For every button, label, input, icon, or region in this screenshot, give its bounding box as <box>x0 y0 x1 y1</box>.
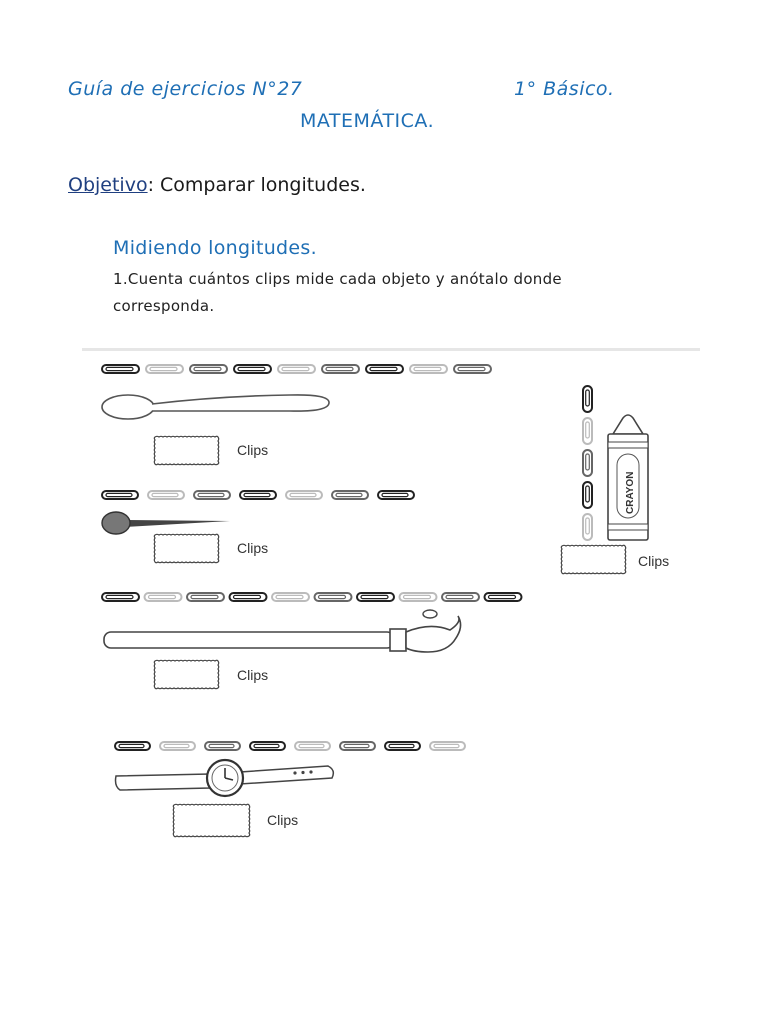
paintbrush-clip-5 <box>272 593 309 601</box>
crayon-clip-5 <box>583 514 592 540</box>
spoon-clip-7 <box>366 365 403 373</box>
crayon-clip-4 <box>583 482 592 508</box>
watch-clip-1 <box>115 742 150 750</box>
clips-label-pin: Clips <box>237 540 269 556</box>
clip-row-spoon <box>100 362 500 378</box>
section-title: Midiendo longitudes. <box>113 237 317 259</box>
watch-clip-6 <box>340 742 375 750</box>
worksheet-title: Guía de ejercicios N°27 <box>68 78 303 100</box>
answer-box-crayon[interactable] <box>561 545 627 575</box>
clip-row-paintbrush <box>100 590 540 606</box>
watch-clip-7 <box>385 742 420 750</box>
paintbrush-clip-2 <box>145 593 182 601</box>
paintbrush-clip-7 <box>357 593 394 601</box>
paintbrush-clip-8 <box>400 593 437 601</box>
crayon-clip-1 <box>583 386 592 412</box>
answer-box-paintbrush[interactable] <box>154 660 220 690</box>
watch-clip-8 <box>430 742 465 750</box>
paintbrush-clip-10 <box>485 593 522 601</box>
watch-clip-3 <box>205 742 240 750</box>
paintbrush-clip-9 <box>442 593 479 601</box>
grade-label: 1° Básico. <box>514 78 615 100</box>
spoon-clip-9 <box>454 365 491 373</box>
clips-label-paintbrush: Clips <box>237 667 269 683</box>
pin-clip-7 <box>378 491 414 499</box>
pin-clip-5 <box>286 491 322 499</box>
pin-clip-2 <box>148 491 184 499</box>
clips-label-watch: Clips <box>267 812 299 828</box>
paintbrush-clip-4 <box>230 593 267 601</box>
answer-box-spoon[interactable] <box>154 436 220 466</box>
pin-clip-3 <box>194 491 230 499</box>
paintbrush-clip-6 <box>315 593 352 601</box>
clip-row-watch <box>113 739 513 755</box>
crayon-text: CRAYON <box>625 471 636 514</box>
spoon-clip-8 <box>410 365 447 373</box>
watch-clip-2 <box>160 742 195 750</box>
paintbrush-clip-1 <box>102 593 139 601</box>
objective-text: : Comparar longitudes. <box>147 174 366 196</box>
spoon-clip-5 <box>278 365 315 373</box>
clips-label-spoon: Clips <box>237 442 269 458</box>
watch-clip-5 <box>295 742 330 750</box>
paintbrush-clip-3 <box>187 593 224 601</box>
pin-clip-4 <box>240 491 276 499</box>
spoon-clip-6 <box>322 365 359 373</box>
clips-label-crayon: Clips <box>638 553 670 569</box>
spoon-clip-1 <box>102 365 139 373</box>
subject-title: MATEMÁTICA. <box>300 110 435 132</box>
crayon-clip-3 <box>583 450 592 476</box>
watch-clip-4 <box>250 742 285 750</box>
objective-line <box>68 174 366 196</box>
clip-column-crayon <box>580 384 596 544</box>
instruction-line-1: 1.Cuenta cuántos clips mide cada objeto y anótalo donde <box>113 270 562 288</box>
watch-icon <box>110 758 340 800</box>
spoon-clip-3 <box>190 365 227 373</box>
answer-box-watch[interactable] <box>173 804 251 838</box>
answer-box-pin[interactable] <box>154 534 220 564</box>
spoon-clip-4 <box>234 365 271 373</box>
clip-row-pin <box>100 488 500 504</box>
pin-clip-6 <box>332 491 368 499</box>
spoon-icon <box>100 388 335 428</box>
objective-label: Objetivo <box>68 174 148 196</box>
paintbrush-icon <box>100 608 470 664</box>
crayon-clip-2 <box>583 418 592 444</box>
spoon-clip-2 <box>146 365 183 373</box>
pin-clip-1 <box>102 491 138 499</box>
instruction-line-2: corresponda. <box>113 297 215 315</box>
crayon-icon <box>603 412 653 544</box>
